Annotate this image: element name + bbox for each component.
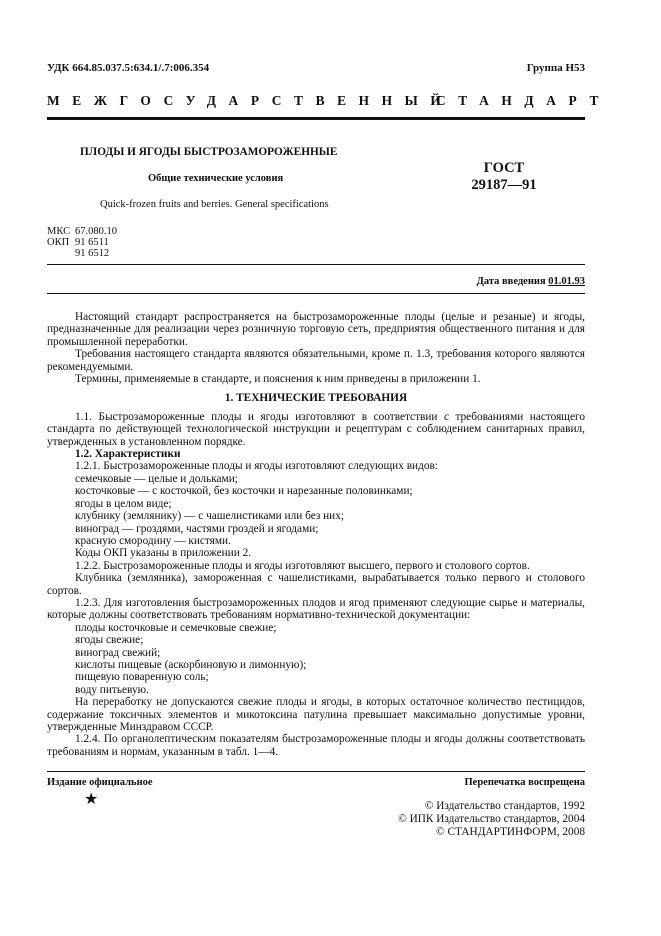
list-item: виноград — гроздями, частями гроздей и ягодами;: [75, 522, 319, 535]
okp-value-2: 91 6512: [75, 248, 110, 259]
okp-value-1: 91 6511: [75, 237, 109, 248]
banner-standard: СТАНДАРТ: [436, 93, 611, 108]
okp-note: Коды ОКП указаны в приложении 2.: [75, 547, 252, 560]
english-title: Quick-frozen fruits and berries. General specifications: [100, 199, 329, 210]
pesticide-clause: На переработку не допускаются свежие плоды и ягоды, в которых остаточное количество пестицидов, содержание токсичных элементов и микотоксина патулина превышает максимально допустимые уровни, утвержденные Минздравом СССР.: [47, 696, 585, 733]
clause-1-2-heading: 1.2. Характеристики: [75, 448, 181, 461]
clause-1-2-2-note: Клубника (земляника), замороженная с чашелистиками, вырабатывается только первого и столового сортов.: [47, 572, 585, 597]
clause-1-1: 1.1. Быстрозамороженные плоды и ягоды изготовляют в соответствии с требованиями настоящего стандарта по действующей технологической инструкции и рецептурам с соблюдением санитарных правил, утвержденных в установленном порядке.: [47, 410, 585, 448]
mks-label: МКС: [47, 226, 71, 237]
okp-label: ОКП: [47, 237, 70, 248]
footer-rule: [47, 771, 585, 772]
list-item: красную смородину — кистями.: [75, 534, 231, 547]
copyright-2008: © СТАНДАРТИНФОРМ, 2008: [436, 826, 585, 838]
group-code: Группа Н53: [526, 62, 585, 74]
list-item: кислоты пищевые (аскорбиновую и лимонную);: [75, 658, 307, 671]
list-item: виноград свежий;: [75, 646, 161, 659]
mks-value: 67.080.10: [75, 226, 117, 237]
clause-1-2-4: 1.2.4. По органолептическим показателям быстрозамороженные плоды и ягоды должны соответствовать требованиям и нормам, указанным в табл. 1—4.: [47, 733, 585, 758]
paragraph-mandatory: Требования настоящего стандарта являются обязательными, кроме п. 1.3, требования которого являются рекомендуемыми.: [47, 348, 585, 373]
list-item: пищевую поваренную соль;: [75, 671, 209, 684]
gost-label: ГОСТ: [483, 160, 525, 176]
date-rule: [47, 293, 585, 294]
clause-1-2-2: 1.2.2. Быстрозамороженные плоды и ягоды изготовляют высшего, первого и столового сортов.: [75, 559, 530, 572]
list-item: плоды косточковые и семечковые свежие;: [75, 621, 277, 634]
document-title: ПЛОДЫ И ЯГОДЫ БЫСТРОЗАМОРОЖЕННЫЕ: [80, 146, 338, 158]
document-subtitle: Общие технические условия: [148, 173, 284, 184]
list-item: семечковые — целые и дольками;: [75, 472, 238, 485]
clause-1-2-3: 1.2.3. Для изготовления быстрозамороженных плодов и ягод применяют следующие сырье и материалы, которые должны соответствовать требованиям нормативно-технической документации:: [47, 596, 585, 622]
paragraph-terms: Термины, применяемые в стандарте, и пояснения к ним приведены в приложении 1.: [75, 373, 481, 386]
codes-rule: [47, 264, 585, 265]
list-item: клубнику (землянику) — с чашелистиками или без них;: [75, 510, 345, 523]
copyright-2004: © ИПК Издательство стандартов, 2004: [398, 813, 585, 825]
official-edition: Издание официальное: [47, 777, 153, 788]
clause-1-2-1: 1.2.1. Быстрозамороженные плоды и ягоды изготовляют следующих видов:: [75, 460, 438, 473]
list-item: косточковые — с косточкой, без косточки и нарезанные половинками;: [75, 485, 413, 498]
udk-code: УДК 664.85.037.5:634.1/.7:006.354: [47, 62, 210, 74]
intro-date: [477, 276, 585, 287]
star-icon: ★: [84, 791, 99, 808]
intro-date-label: Дата введения: [476, 276, 546, 287]
gost-number: 29187—91: [471, 177, 537, 193]
banner-interstate: МЕЖГОСУДАРСТВЕННЫЙ: [47, 93, 454, 108]
list-item: ягоды свежие;: [75, 634, 144, 647]
document-body: [47, 311, 585, 758]
section-heading: 1. ТЕХНИЧЕСКИЕ ТРЕБОВАНИЯ: [224, 392, 408, 405]
list-item: ягоды в целом виде;: [75, 497, 172, 510]
list-item: воду питьевую.: [75, 683, 149, 696]
paragraph-scope: Настоящий стандарт распространяется на быстрозамороженные плоды (целые и резаные) и ягоды, предназначенные для реализации через розничную торговую сеть, предприятия общественного питания и для промышленной переработки.: [47, 311, 585, 348]
copyright-1992: © Издательство стандартов, 1992: [424, 800, 585, 812]
intro-date-value: 01.01.93: [548, 276, 585, 287]
header-rule: [47, 117, 585, 120]
reprint-notice: Перепечатка воспрещена: [464, 777, 585, 788]
